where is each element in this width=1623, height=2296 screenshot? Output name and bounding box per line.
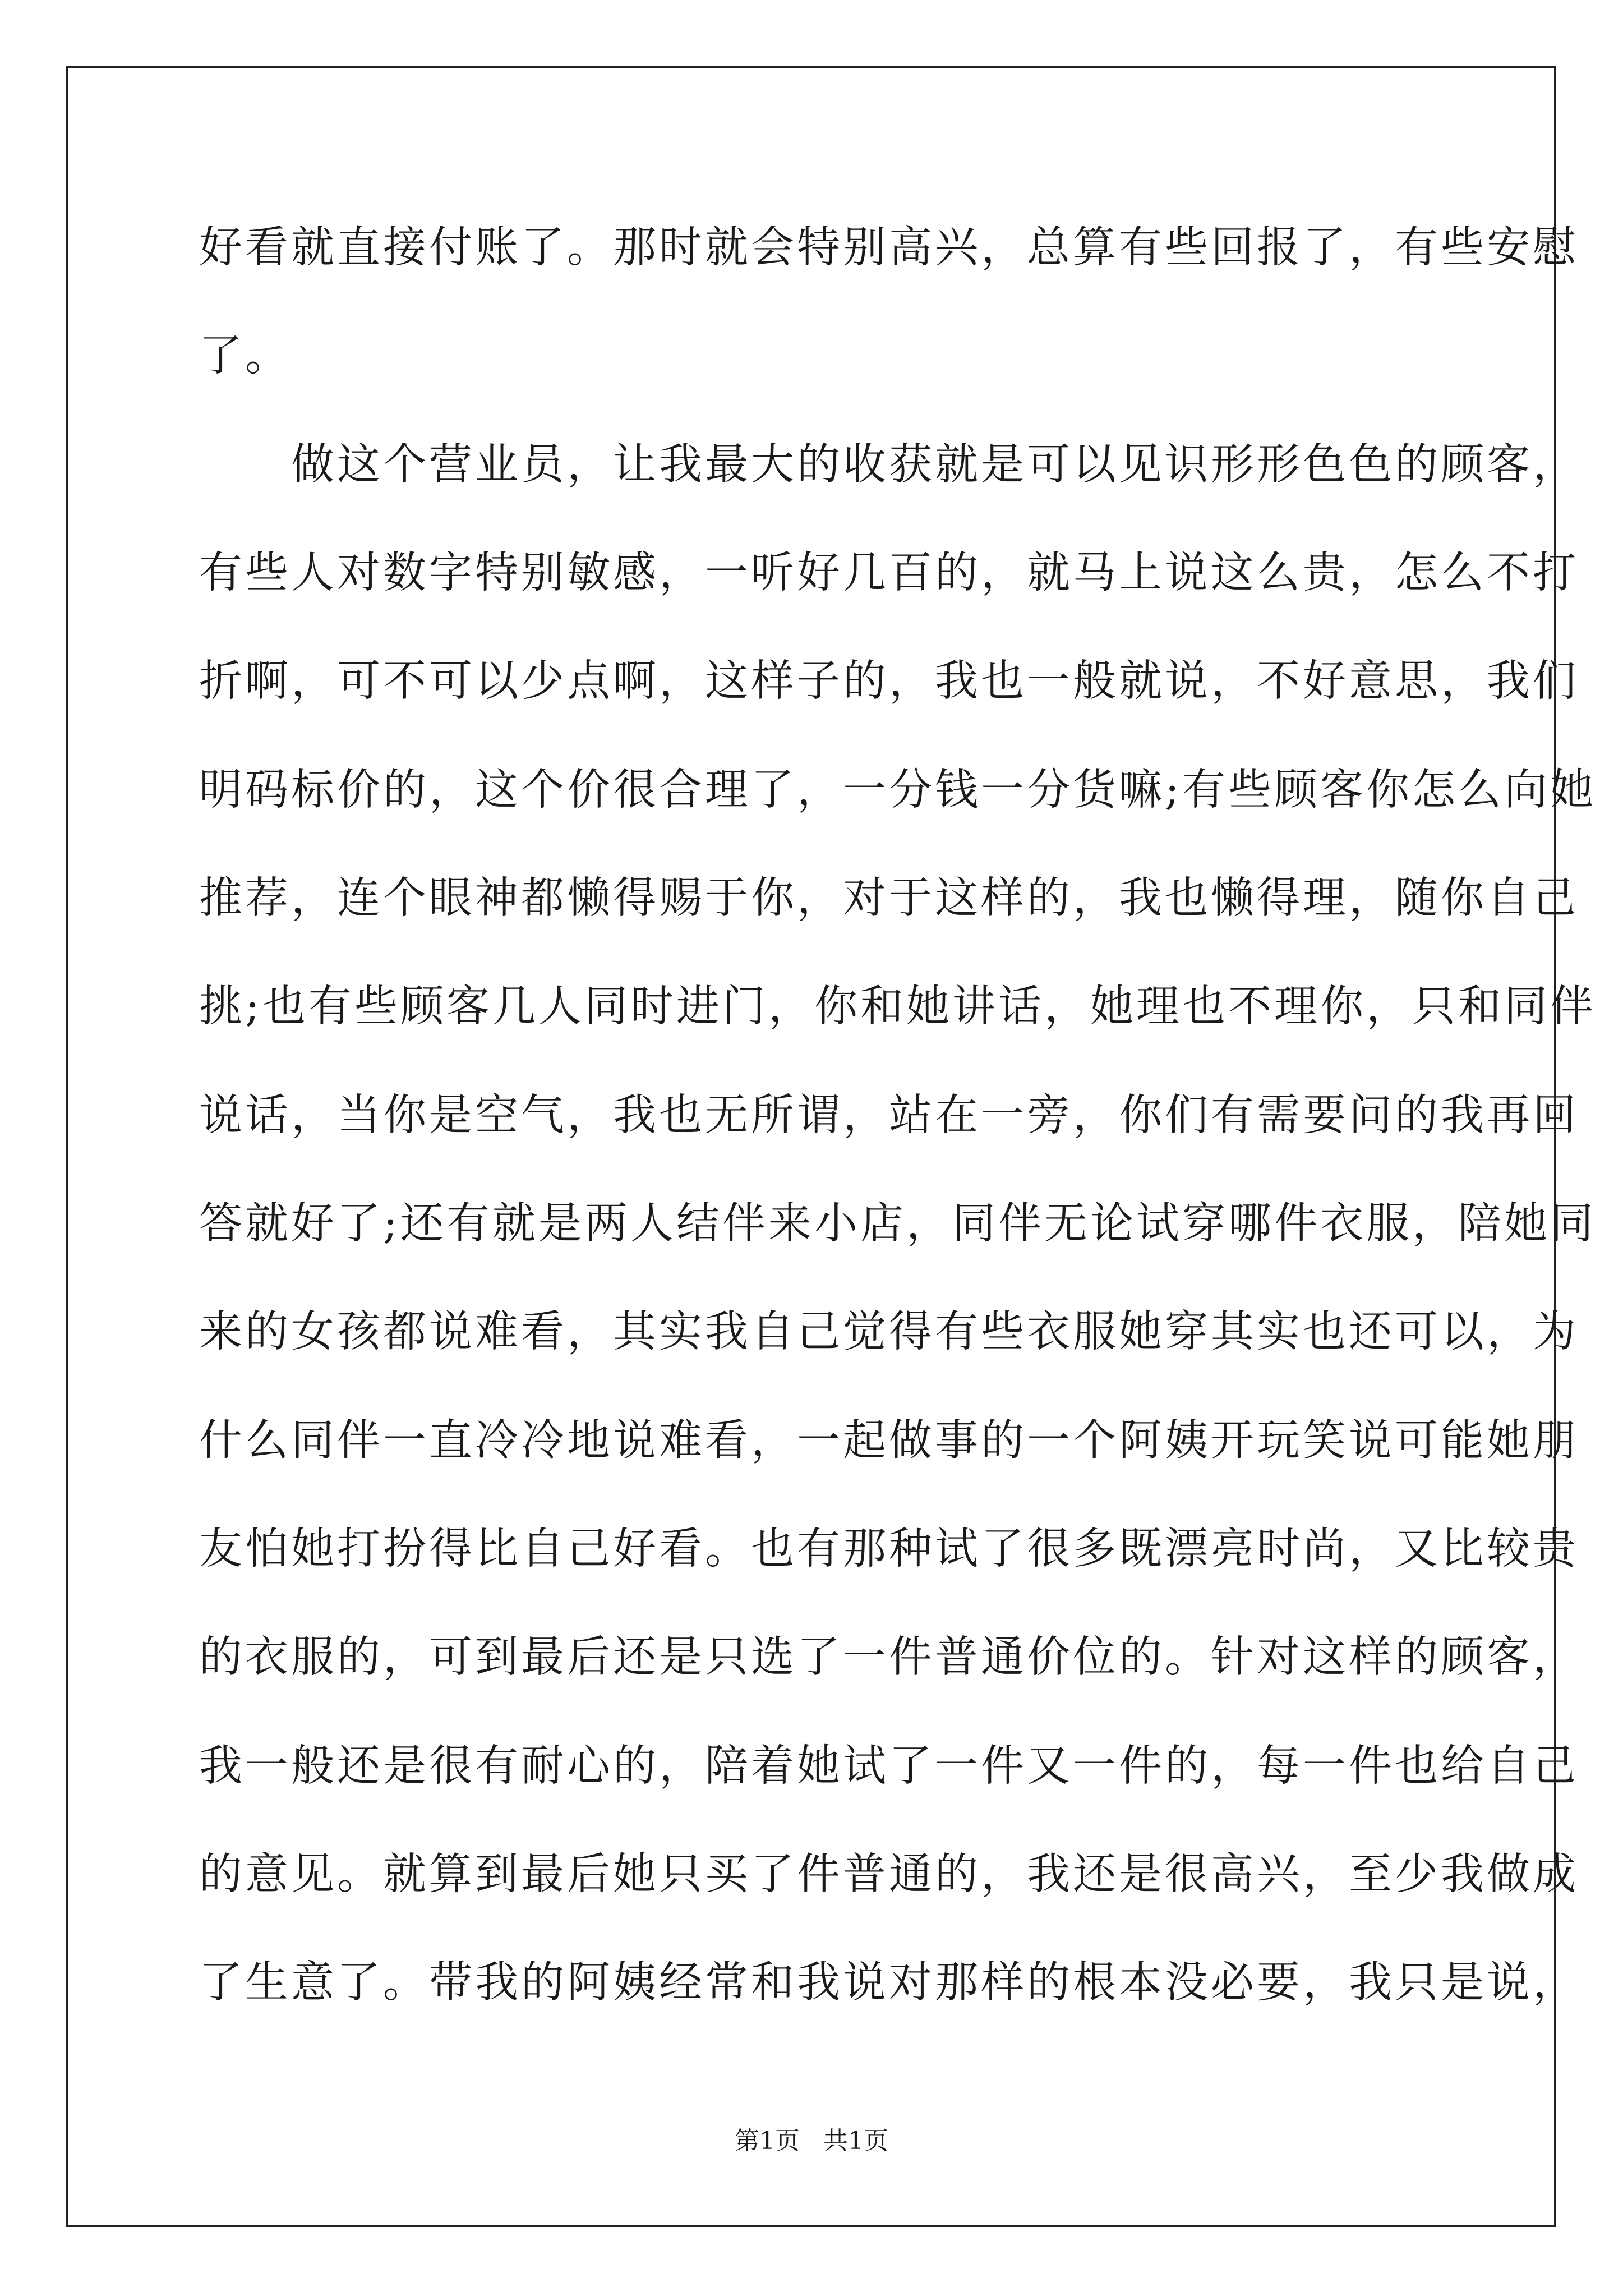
text-line: 我一般还是很有耐心的，陪着她试了一件又一件的，每一件也给自己 bbox=[199, 1741, 1579, 1791]
text-line: 友怕她打扮得比自己好看。也有那种试了很多既漂亮时尚，又比较贵 bbox=[199, 1524, 1579, 1574]
text-line: 明码标价的，这个价很合理了，一分钱一分货嘛;有些顾客你怎么向她 bbox=[199, 765, 1596, 815]
text-line: 有些人对数字特别敏感，一听好几百的，就马上说这么贵，怎么不打 bbox=[199, 548, 1579, 598]
text-line: 好看就直接付账了。那时就会特别高兴，总算有些回报了，有些安慰 bbox=[199, 223, 1579, 273]
text-line: 推荐，连个眼神都懒得赐于你，对于这样的，我也懒得理，随你自己 bbox=[199, 873, 1579, 923]
text-line: 了生意了。带我的阿姨经常和我说对那样的根本没必要，我只是说， bbox=[199, 1958, 1579, 2008]
text-line: 做这个营业员，让我最大的收获就是可以见识形形色色的顾客， bbox=[199, 440, 1579, 490]
text-line: 的意见。就算到最后她只买了件普通的，我还是很高兴，至少我做成 bbox=[199, 1849, 1579, 1899]
text-line: 答就好了;还有就是两人结伴来小店，同伴无论试穿哪件衣服，陪她同 bbox=[199, 1199, 1596, 1249]
text-line: 说话，当你是空气，我也无所谓，站在一旁，你们有需要问的我再回 bbox=[199, 1091, 1579, 1140]
text-line: 的衣服的，可到最后还是只选了一件普通价位的。针对这样的顾客， bbox=[199, 1632, 1579, 1682]
text-line: 什么同伴一直冷冷地说难看，一起做事的一个阿姨开玩笑说可能她朋 bbox=[199, 1416, 1579, 1466]
text-line: 了。 bbox=[199, 331, 291, 381]
page-number-footer: 第1页 共1页 bbox=[735, 2127, 888, 2155]
text-line: 来的女孩都说难看，其实我自己觉得有些衣服她穿其实也还可以，为 bbox=[199, 1307, 1579, 1357]
text-line: 折啊，可不可以少点啊，这样子的，我也一般就说，不好意思，我们 bbox=[199, 656, 1579, 706]
text-line: 挑;也有些顾客几人同时进门，你和她讲话，她理也不理你，只和同伴 bbox=[199, 982, 1596, 1032]
